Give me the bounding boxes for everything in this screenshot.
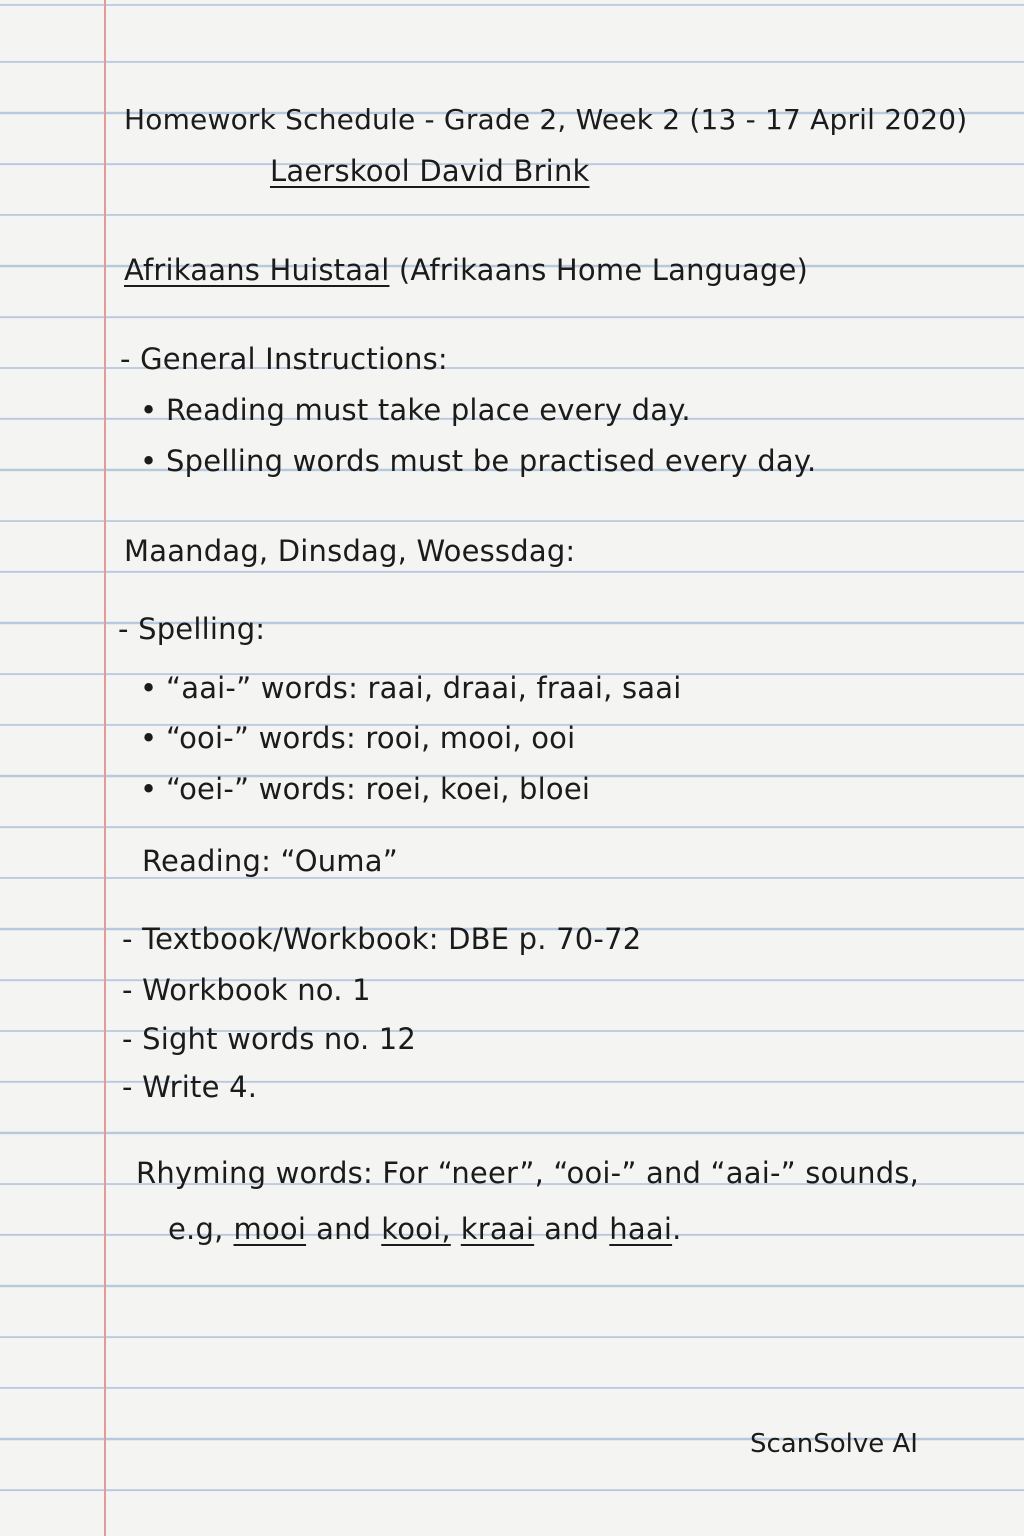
spelling-item: [140, 720, 575, 756]
example-prefix: e.g,: [168, 1212, 224, 1246]
general-instruction-item: [140, 443, 816, 479]
general-instruction-text: Reading must take place every day.: [166, 393, 691, 427]
margin-line: [104, 0, 106, 1536]
example-period: .: [672, 1212, 682, 1246]
spelling-item-text: “aai-” words: raai, draai, fraai, saai: [166, 671, 682, 705]
rhyming-line: Rhyming words: For “neer”, “ooi-” and “aai-” sounds,: [136, 1156, 920, 1190]
task-item: - Textbook/Workbook: DBE p. 70-72: [122, 922, 642, 956]
school-name: [270, 153, 590, 189]
bullet: •: [140, 444, 158, 478]
bullet: •: [140, 393, 158, 427]
general-instruction-text: Spelling words must be practised every day.: [166, 444, 817, 478]
task-item: - Workbook no. 1: [122, 973, 371, 1007]
example-word: kooi,: [381, 1212, 451, 1246]
spelling-heading: - Spelling:: [118, 612, 266, 646]
reading-line: Reading: “Ouma”: [142, 844, 398, 878]
bullet: •: [140, 721, 158, 755]
example-connector: and: [544, 1212, 600, 1246]
example-connector: and: [316, 1212, 372, 1246]
school-name-text: Laerskool David Brink: [270, 154, 590, 188]
subject-translation: (Afrikaans Home Language): [398, 253, 809, 287]
task-item: - Sight words no. 12: [122, 1022, 417, 1056]
rhyming-examples: [168, 1211, 682, 1247]
subject-heading: [124, 252, 808, 288]
spelling-item-text: “oei-” words: roei, koei, bloei: [166, 772, 591, 806]
subject-name: Afrikaans Huistaal: [124, 253, 390, 287]
general-instruction-item: [140, 392, 691, 428]
spelling-item-text: “ooi-” words: rooi, mooi, ooi: [166, 721, 576, 755]
general-instructions-heading: - General Instructions:: [120, 342, 448, 376]
task-item: - Write 4.: [122, 1070, 258, 1104]
example-word: mooi: [233, 1212, 307, 1246]
example-word: haai: [609, 1212, 673, 1246]
page-title: Homework Schedule - Grade 2, Week 2 (13 - 17 April 2020): [124, 103, 968, 136]
brand-footer: ScanSolve AI: [750, 1429, 918, 1459]
spelling-item: [140, 670, 682, 706]
bullet: •: [140, 772, 158, 806]
bullet: •: [140, 671, 158, 705]
example-word: kraai: [460, 1212, 535, 1246]
days-heading: Maandag, Dinsdag, Woessdag:: [124, 534, 576, 568]
spelling-item: [140, 771, 590, 807]
